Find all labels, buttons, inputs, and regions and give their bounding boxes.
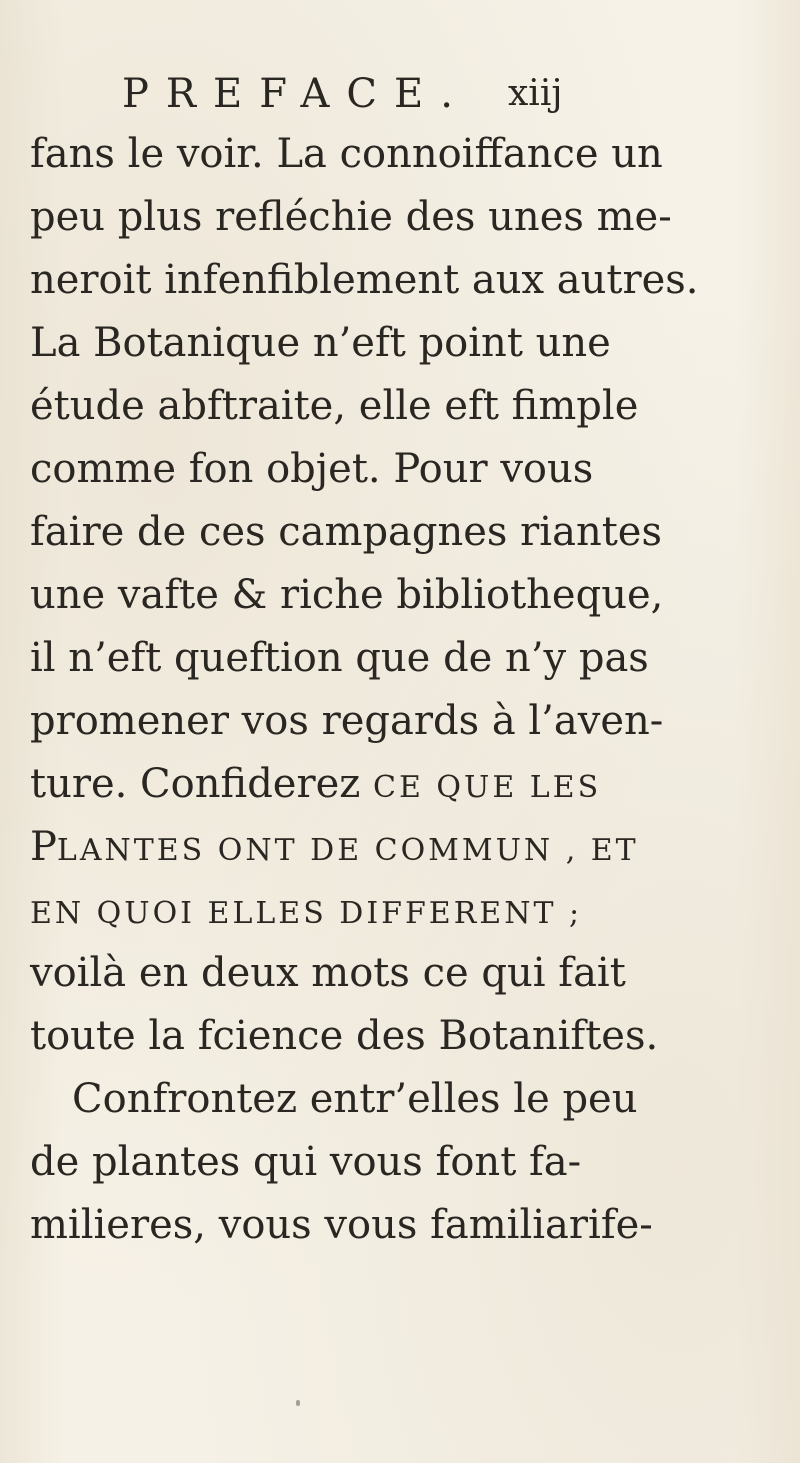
text-line: faire de ces campagnes riantes: [30, 509, 662, 555]
text-line: comme fon objet. Pour vous: [30, 446, 594, 492]
small-caps-run: LANTES ONT DE COMMUN , ET: [56, 833, 639, 868]
capital-letter: P: [30, 824, 57, 870]
text-line: neroit infenfiblement aux autres.: [30, 257, 699, 303]
paragraph-first-line: Confrontez entr’elles le peu: [72, 1076, 638, 1122]
text-line: voilà en deux mots ce qui fait: [30, 950, 626, 996]
text-line: peu plus refléchie des unes me-: [30, 194, 672, 240]
small-caps-run: CE QUE LES: [373, 770, 602, 805]
text-run: ture. Confiderez: [30, 761, 374, 807]
running-title: PREFACE.: [122, 71, 470, 117]
text-line: [30, 882, 800, 942]
text-line: milieres, vous vous familiarife-: [30, 1202, 653, 1248]
text-line: étude abftraite, elle eft fimple: [30, 383, 639, 429]
small-caps-run: EN QUOI ELLES DIFFERENT ;: [30, 896, 583, 931]
running-header: [122, 66, 622, 126]
text-line: [30, 819, 800, 879]
text-line: de plantes qui vous font fa-: [30, 1139, 582, 1185]
text-line: il n’eft queftion que de n’y pas: [30, 635, 649, 681]
text-line: fans le voir. La connoiffance un: [30, 131, 663, 177]
text-line: toute la fcience des Botaniftes.: [30, 1013, 659, 1059]
text-line: promener vos regards à l’aven-: [30, 698, 664, 744]
page-number: xiij: [508, 73, 563, 114]
text-line: La Botanique n’eft point une: [30, 320, 611, 366]
text-line: une vafte & riche bibliotheque,: [30, 572, 664, 618]
ink-speck: [296, 1400, 300, 1406]
text-line: [30, 756, 800, 816]
